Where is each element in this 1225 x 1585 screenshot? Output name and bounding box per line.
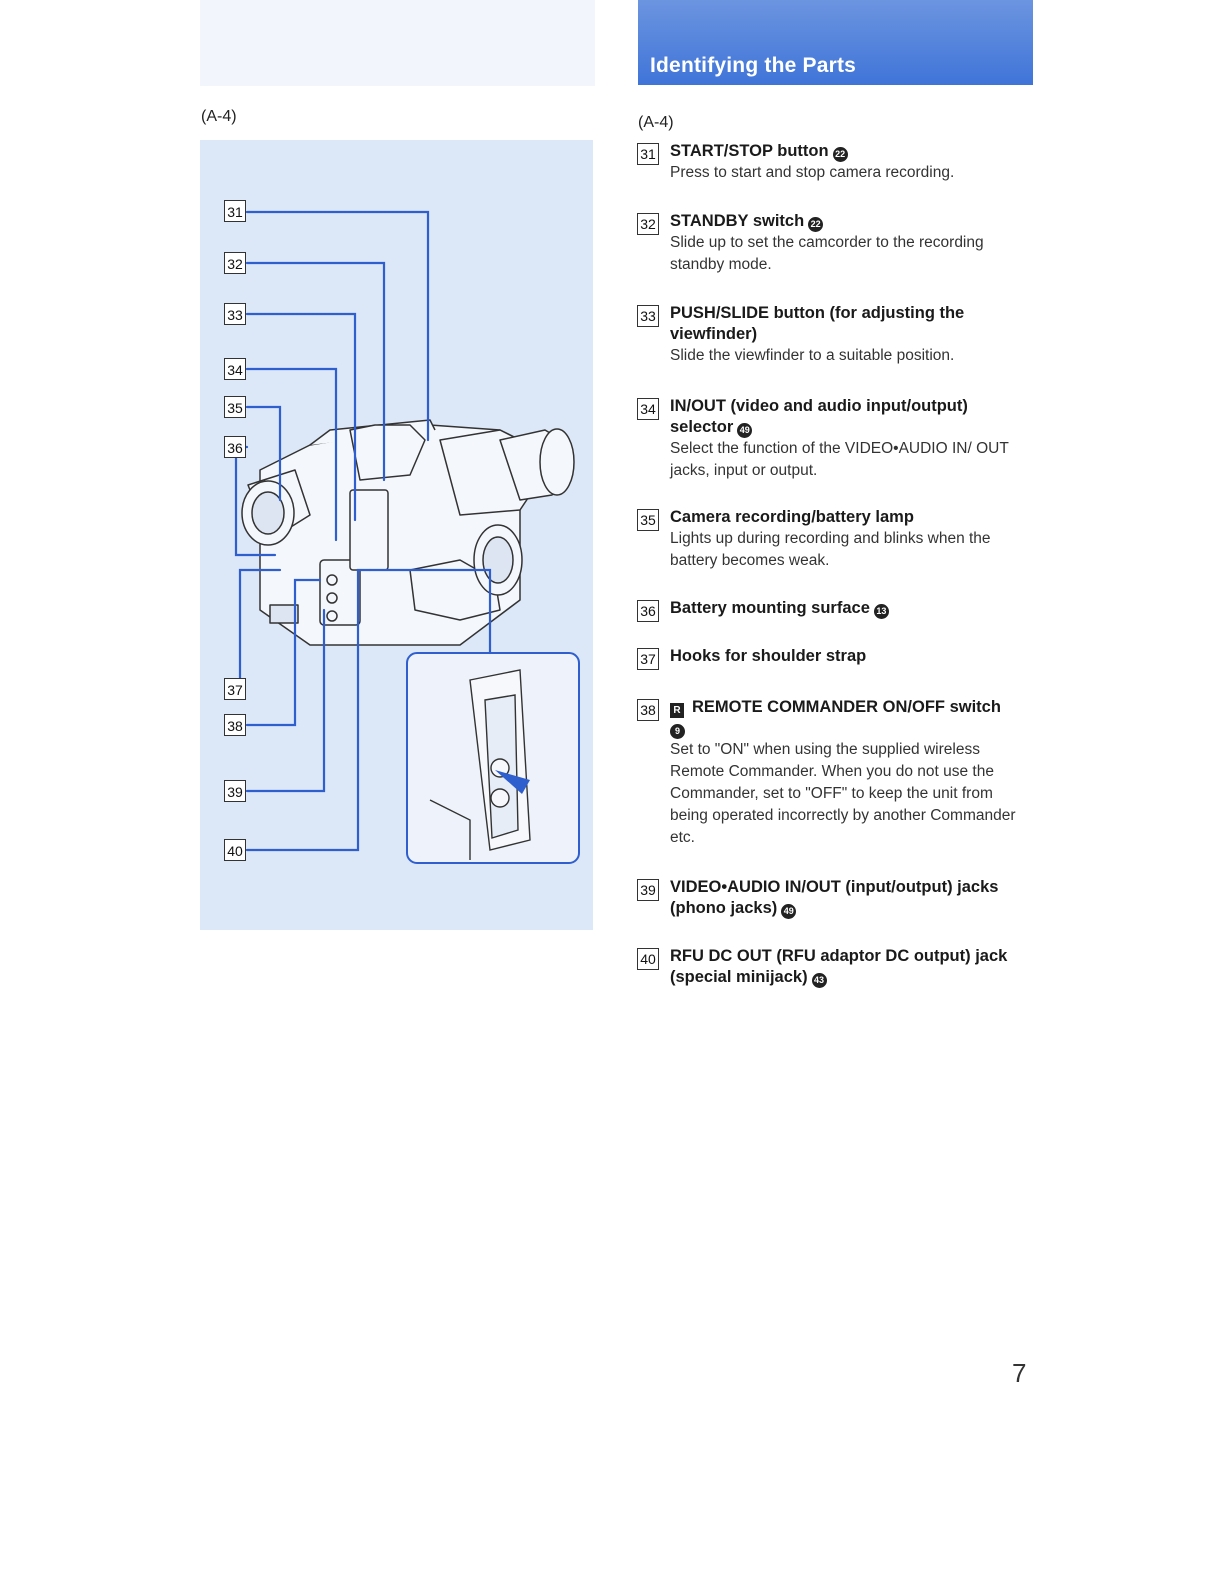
entry-title: PUSH/SLIDE button (for adjusting the viewfinder) xyxy=(670,304,965,343)
section-header xyxy=(638,0,1033,85)
entry-38 xyxy=(637,697,1032,849)
camcorder-illustration xyxy=(200,140,593,930)
entry-32 xyxy=(637,211,1032,276)
callout-33: 33 xyxy=(224,303,246,325)
entry-number: 38 xyxy=(637,699,659,721)
entry-number: 36 xyxy=(637,600,659,622)
ref-icon: 22 xyxy=(808,217,823,232)
entry-title: START/STOP button 22 xyxy=(670,141,1032,162)
entry-number: 31 xyxy=(637,143,659,165)
entry-desc: Press to start and stop camera recording. xyxy=(670,164,955,181)
entry-number: 35 xyxy=(637,509,659,531)
entry-title: R REMOTE COMMANDER ON/OFF switch 9 xyxy=(670,697,1032,739)
entry-title: RFU DC OUT (RFU adaptor DC output) jack (special minijack) 43 xyxy=(670,947,1008,986)
remote-icon: R xyxy=(670,703,684,718)
top-blank-band xyxy=(200,0,595,86)
entry-title: STANDBY switch 22 xyxy=(670,211,1032,232)
callout-39: 39 xyxy=(224,780,246,802)
ref-icon: 13 xyxy=(874,604,889,619)
entry-desc: Select the function of the VIDEO•AUDIO IN/ OUT jacks, input or output. xyxy=(670,440,1009,479)
figure-label: (A-4) xyxy=(201,108,237,125)
callout-32: 32 xyxy=(224,252,246,274)
section-title: Identifying the Parts xyxy=(650,54,857,77)
callout-37: 37 xyxy=(224,678,246,700)
entry-34 xyxy=(637,396,1032,482)
entry-desc: Set to "ON" when using the supplied wireless Remote Commander. When you do not use the Commander, set to "OFF" to keep the unit from being operated incorrectly by another Commander etc. xyxy=(670,741,1016,846)
callout-36: 36 xyxy=(224,436,246,458)
entry-36 xyxy=(637,598,1032,619)
entry-number: 34 xyxy=(637,398,659,420)
entry-number: 33 xyxy=(637,305,659,327)
callout-38: 38 xyxy=(224,714,246,736)
entry-desc: Slide the viewfinder to a suitable position. xyxy=(670,347,955,364)
entry-number: 32 xyxy=(637,213,659,235)
callout-34: 34 xyxy=(224,358,246,380)
entry-40 xyxy=(637,946,1032,988)
entry-title: IN/OUT (video and audio input/output) selector 49 xyxy=(670,397,968,436)
entry-37 xyxy=(637,646,1032,667)
callout-31: 31 xyxy=(224,200,246,222)
entry-33 xyxy=(637,303,1032,367)
entry-title: VIDEO•AUDIO IN/OUT (input/output) jacks (phono jacks) 49 xyxy=(670,878,999,917)
entry-title: Camera recording/battery lamp xyxy=(670,508,914,526)
entry-title: Hooks for shoulder strap xyxy=(670,647,867,665)
entry-number: 40 xyxy=(637,948,659,970)
ref-icon: 43 xyxy=(812,973,827,988)
callout-35: 35 xyxy=(224,396,246,418)
ref-icon: 49 xyxy=(737,423,752,438)
entry-desc: Lights up during recording and blinks when the battery becomes weak. xyxy=(670,530,991,569)
ref-icon: 22 xyxy=(833,147,848,162)
entry-title: Battery mounting surface 13 xyxy=(670,598,1032,619)
ref-icon: 9 xyxy=(670,724,685,739)
entry-35 xyxy=(637,507,1032,572)
page-number: 7 xyxy=(1012,1358,1027,1388)
entry-desc: Slide up to set the camcorder to the recording standby mode. xyxy=(670,234,984,273)
entry-number: 39 xyxy=(637,879,659,901)
entry-39 xyxy=(637,877,1032,919)
ref-icon: 49 xyxy=(781,904,796,919)
entry-number: 37 xyxy=(637,648,659,670)
text-label: (A-4) xyxy=(638,114,674,131)
camcorder-figure xyxy=(200,140,593,930)
callout-40: 40 xyxy=(224,839,246,861)
entry-31 xyxy=(637,141,1032,184)
